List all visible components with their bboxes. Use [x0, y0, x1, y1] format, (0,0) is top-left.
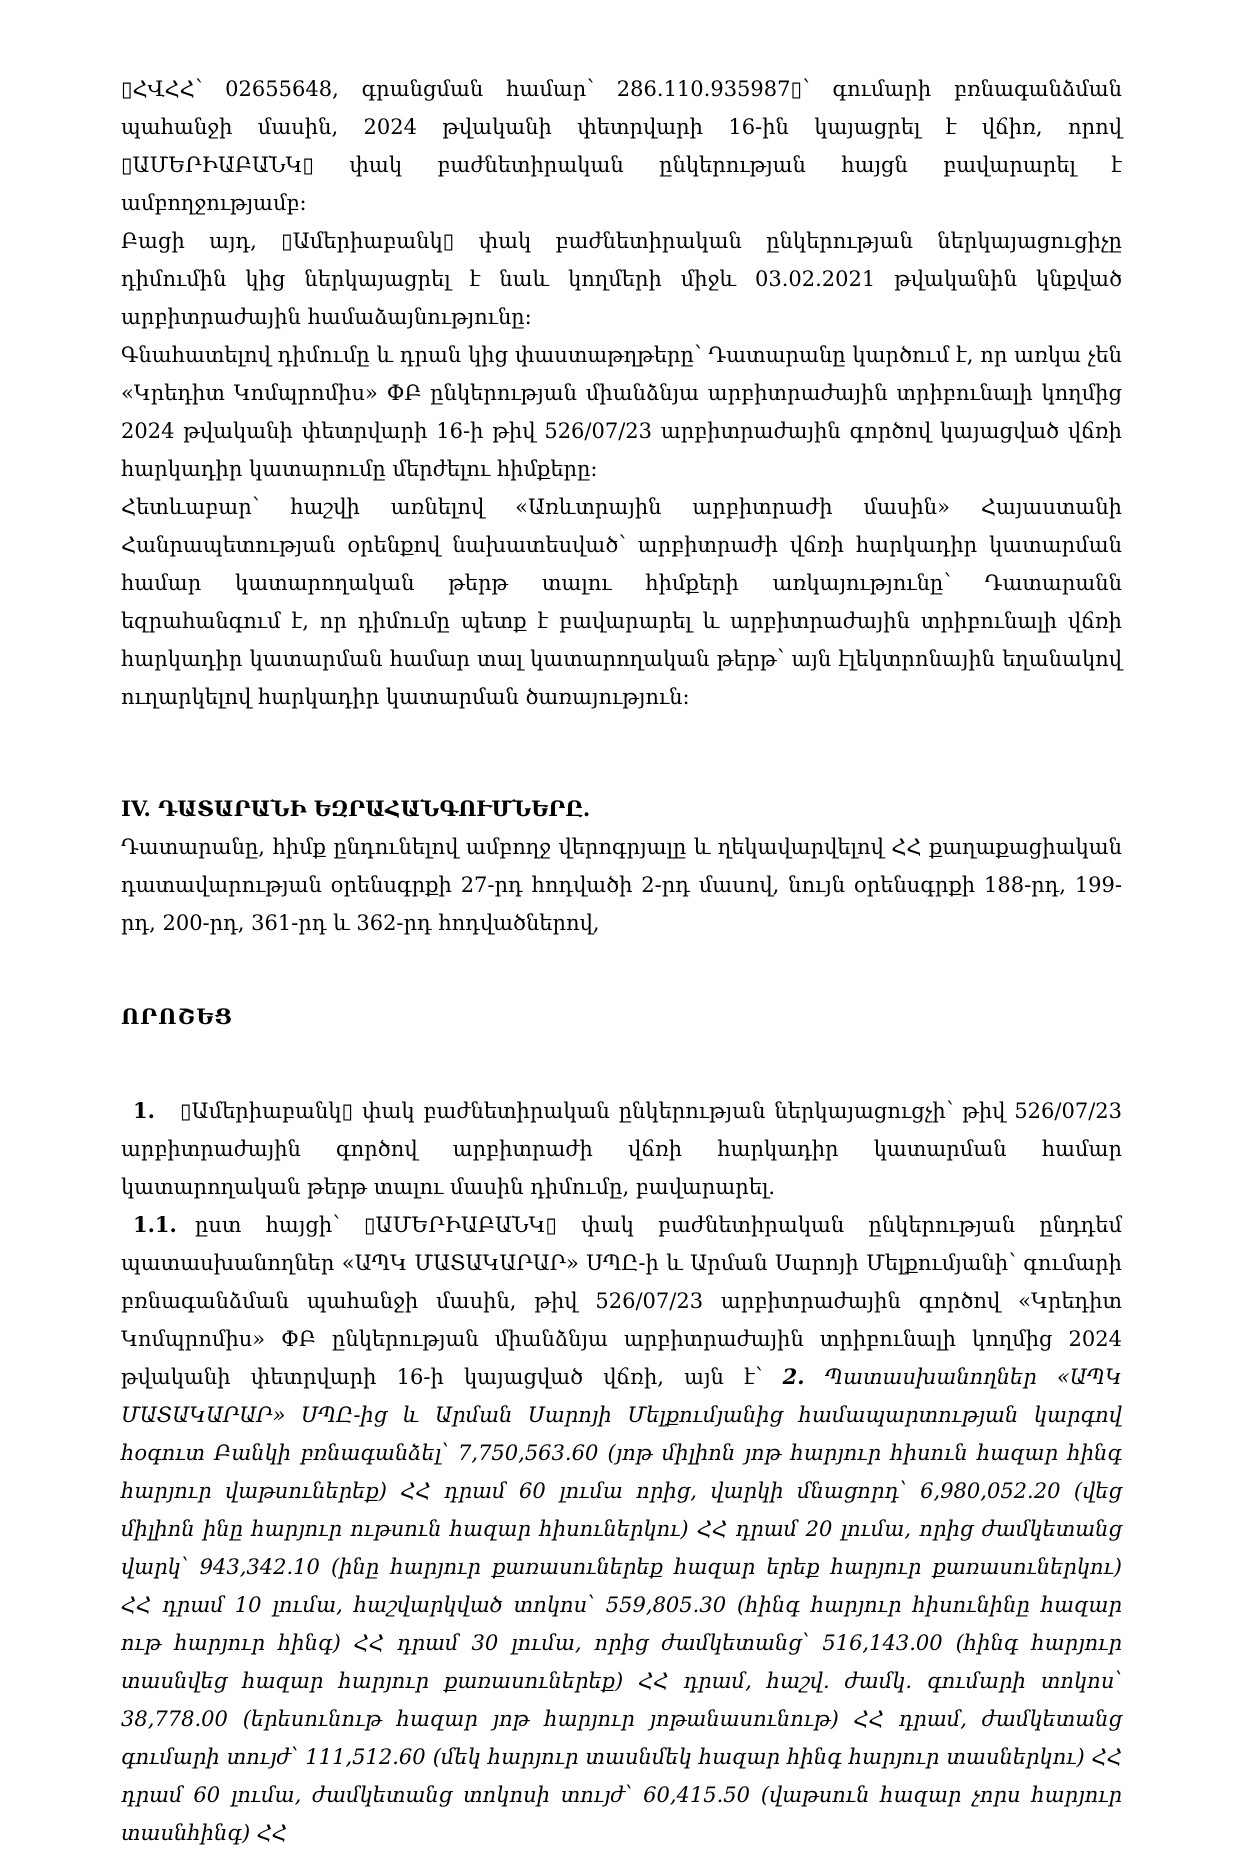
- quoted-award-text: Պատասխանողներ «ԱՊԿ ՄԱՏԱԿԱՐԱՐ» ՍՊԸ-ից և Արման Սարոյի Մելքումյանից համապարտության կարգով հօգուտ Բանկի բռնագանձել՝ 7,750,563.60 (յոթ միլիոն յոթ հարյուր հիսուն հազար հինգ հարյուր վաթսուներեք) ՀՀ դրամ 60 լումա որից, վարկի մնացորդ՝ 6,980,052.20 (վեց միլիոն ինը հարյուր ութսուն հազար հիսուներկու) ՀՀ դրամ 20 լումա, որից ժամկետանց վարկ՝ 943,342.10 (ինը հարյուր քառասուներեք հազար երեք հարյուր քառասուներկու) ՀՀ դրամ 10 լումա, հաշվարկված տոկոս՝ 559,805.30 (հինգ հարյուր հիսունինը հազար ութ հարյուր հինգ) ՀՀ դրամ 30 լումա, որից ժամկետանց՝ 516,143.00 (հինգ հարյուր տասնվեց հազար հարյուր քառասուներեք) ՀՀ դրամ, հաշվ. ժամկ. գումարի տոկոս՝ 38,778.00 (երեսունութ հազար յոթ հարյուր յոթանասունութ) ՀՀ դրամ, ժամկետանց գումարի տույժ՝ 111,512.60 (մեկ հարյուր տասնմեկ հազար հինգ հարյուր տասներկու) ՀՀ դրամ 60 լումա, ժամկետանց տոկոսի տույժ՝ 60,415.50 (վաթսուն հազար չորս հարյուր տասնհինգ) ՀՀ: [121, 1365, 1122, 1845]
- document-body: [121, 70, 1122, 1852]
- item-lead-text: ըստ հայցի՝ ▯ԱՄԵՐԻԱԲԱՆԿ▯ փակ բաժնետիրական ընկերության ընդդեմ պատասխանողներ «ԱՊԿ ՄԱՏԱԿԱՐԱՐ» ՍՊԸ-ի և Արման Սարոյի Մելքումյանի՝ գումարի բռնագանձման պահանջի մասին, թիվ 526/07/23 արբիտրաժային գործով «Կրեդիտ Կոմպրոմիս» ՓԲ ընկերության միանձնյա արբիտրաժային տրիբունալի կողմից 2024 թվականի փետրվարի 16-ի կայացված վճռի, այն է՝: [121, 1213, 1122, 1389]
- paragraph-additional-submission: Բացի այդ, ▯Ամերիաբանկ▯ փակ բաժնետիրական ընկերության ներկայացուցիչը դիմումին կից ներկայացրել է նաև կողմերի միջև 03.02.2021 թվականին կնքված արբիտրաժային համաձայնությունը:: [121, 229, 1122, 329]
- item-text: ▯Ամերիաբանկ▯ փակ բաժնետիրական ընկերության ներկայացուցչի՝ թիվ 526/07/23 արբիտրաժային գործով արբիտրաժի վճռի հարկադիր կատարման համար կատարողական թերթ տալու մասին դիմումը, բավարարել.: [121, 1099, 1122, 1199]
- paragraph-court-assessment: Գնահատելով դիմումը և դրան կից փաստաթղթերը՝ Դատարանը կարծում է, որ առկա չեն «Կրեդիտ Կոմպրոմիս» ՓԲ ընկերության միանձնյա արբիտրաժային տրիբունալի կողմից 2024 թվականի փետրվարի 16-ի թիվ 526/07/23 արբիտրաժային գործով կայացված վճռի հարկադիր կատարումը մերժելու հիմքերը:: [121, 343, 1122, 481]
- decision-item-1-1: [121, 1206, 1122, 1852]
- section-heading-court-conclusions: IV. ԴԱՏԱՐԱՆԻ ԵԶՐԱՀԱՆԳՈՒՄՆԵՐԸ.: [121, 796, 591, 821]
- item-number: 1.: [133, 1098, 155, 1123]
- paragraph-case-intro: ▯ՀՎՀՀ՝ 02655648, գրանցման համար՝ 286.110.935987▯՝ գումարի բռնագանձման պահանջի մասին, 2024 թվականի փետրվարի 16-ին կայացրել է վճիռ, որով ▯ԱՄԵՐԻԱԲԱՆԿ▯ փակ բաժնետիրական ընկերության հայցն բավարարել է ամբողջությամբ:: [121, 77, 1122, 215]
- paragraph-court-conclusion: Հետևաբար՝ հաշվի առնելով «Առևտրային արբիտրաժի մասին» Հայաստանի Հանրապետության օրենքով նախատեսված՝ արբիտրաժի վճռի հարկադիր կատարման համար կատարողական թերթ տալու հիմքերի առկայությունը՝ Դատարանն եզրահանգում է, որ դիմումը պետք է բավարարել և արբիտրաժային տրիբունալի վճռի հարկադիր կատարման համար տալ կատարողական թերթ՝ այն էլեկտրոնային եղանակով ուղարկելով հարկադիր կատարման ծառայություն:: [121, 495, 1122, 709]
- item-number: 1.1.: [133, 1212, 177, 1237]
- quoted-point-number: 2.: [782, 1364, 805, 1389]
- decision-heading: ՈՐՈՇԵՑ: [121, 1004, 234, 1029]
- decision-item-1: [121, 1092, 1122, 1206]
- paragraph-legal-basis: Դատարանը, հիմք ընդունելով ամբողջ վերոգրյալը և ղեկավարվելով ՀՀ քաղաքացիական դատավարության օրենսգրքի 27-րդ հոդվածի 2-րդ մասով, նույն օրենսգրքի 188-րդ, 199-րդ, 200-րդ, 361-րդ և 362-րդ հոդվածներով,: [121, 835, 1122, 935]
